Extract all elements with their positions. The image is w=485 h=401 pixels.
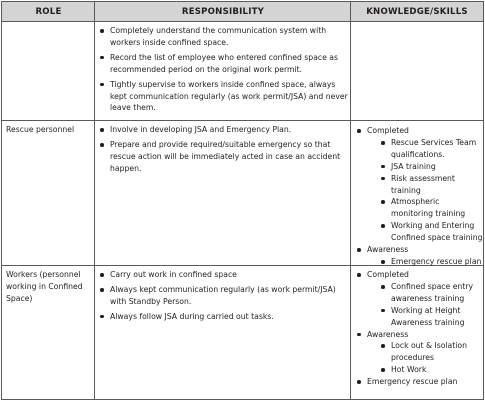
completed-label: Completed (367, 126, 409, 135)
list-item: Risk assessment training (379, 173, 483, 197)
awareness-label: Awareness (367, 245, 409, 255)
list-item: Always follow JSA during carried out tasks. (98, 311, 348, 323)
row-2-responsibility (98, 124, 348, 178)
row-3-knowledge (355, 269, 483, 388)
list-item: Lock out & Isolation procedures (379, 340, 483, 364)
list-item: Emergency rescue plan (355, 376, 483, 388)
knowledge-group (355, 269, 483, 329)
list-item: Record the list of employee who entered confined space as recommended period on the original work permit. (98, 52, 348, 76)
list-item: Completely understand the communication system with workers inside confined space. (98, 25, 348, 49)
list-item: Tightly supervise to workers inside confined space, always kept communication regularly (as work permit/JSA) and never leave them. (98, 79, 348, 115)
list-item: Rescue Services Team qualifications. (379, 137, 483, 161)
list-item: Always kept communication regularly (as work permit/JSA) with Standby Person. (98, 284, 348, 308)
awareness-label: Awareness (367, 329, 409, 339)
column-divider (94, 2, 95, 399)
header-role: ROLE (2, 2, 95, 22)
header-responsibility: RESPONSIBILITY (95, 2, 351, 22)
knowledge-group (355, 244, 483, 268)
list-item: Confined space entry awareness training (379, 281, 483, 305)
column-divider (350, 2, 351, 399)
list-item: Involve in developing JSA and Emergency Plan. (98, 124, 348, 136)
list-item: Working and Entering Confined space training (379, 220, 483, 244)
completed-label: Completed (367, 270, 409, 279)
list-item: Emergency rescue plan (379, 256, 483, 268)
list-item: JSA training (379, 161, 483, 173)
row-3-role: Workers (personnel working in Confined Space) (6, 270, 83, 303)
list-item: Working at Height Awareness training (379, 305, 483, 329)
header-knowledge-skills: KNOWLEDGE/SKILLS (351, 2, 483, 22)
roles-table (1, 1, 484, 400)
row-1-responsibility (98, 25, 348, 117)
knowledge-group (355, 329, 483, 377)
list-item: Hot Work (379, 364, 483, 376)
row-2-role: Rescue personnel (6, 125, 75, 134)
list-item: Atmospheric monitoring training (379, 196, 483, 220)
row-divider (2, 120, 483, 121)
list-item: Carry out work in confined space (98, 269, 348, 281)
list-item: Prepare and provide required/suitable emergency so that rescue action will be immediately acted in case an accident happen. (98, 139, 348, 175)
row-3-responsibility (98, 269, 348, 326)
row-2-knowledge (355, 125, 483, 268)
knowledge-group (355, 125, 483, 244)
